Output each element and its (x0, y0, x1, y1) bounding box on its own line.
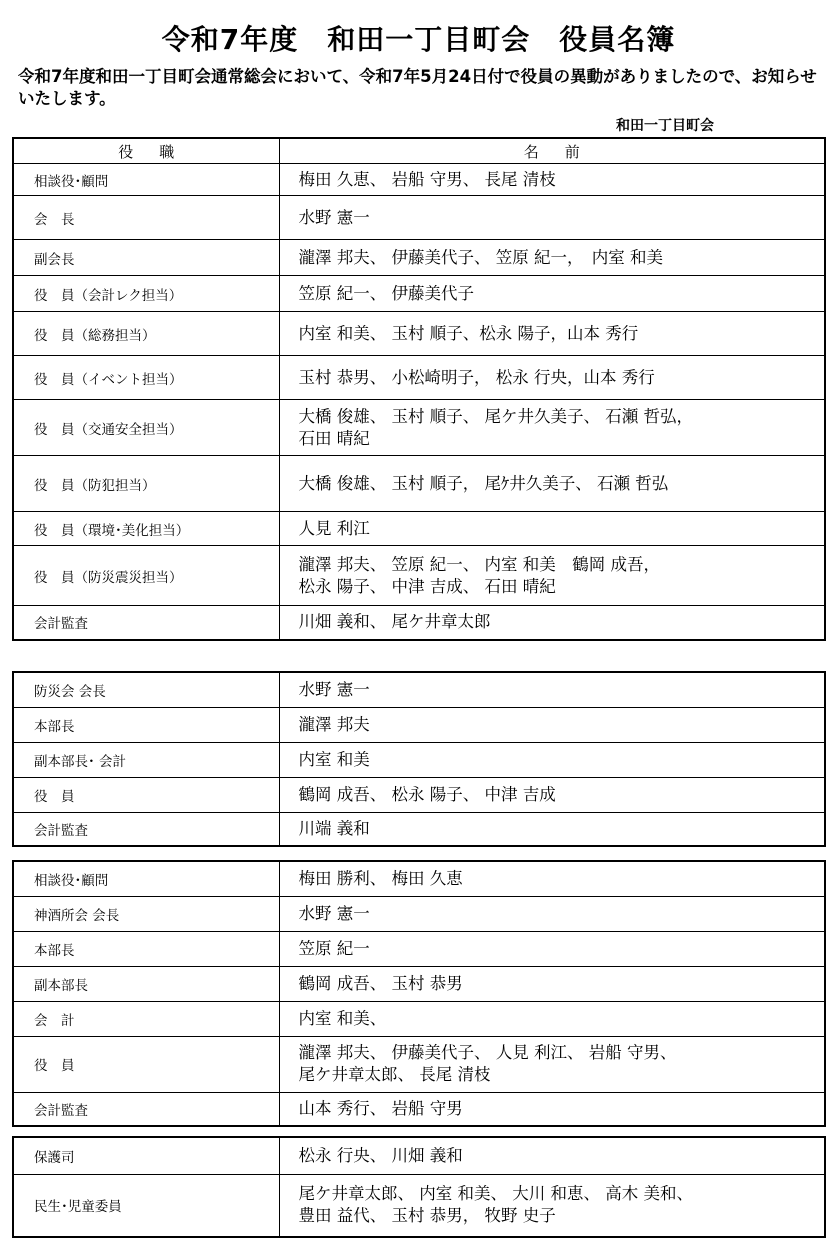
role-cell: 防災会 会長 (13, 672, 279, 707)
role-cell: 会 長 (13, 196, 279, 240)
names-cell: 水野 憲一 (279, 672, 825, 707)
table-row (13, 931, 825, 966)
role-cell: 会 計 (13, 1001, 279, 1036)
role-cell: 副会長 (13, 240, 279, 276)
names-cell: 内室 和美、 (279, 1001, 825, 1036)
role-cell: 会計監査 (13, 812, 279, 846)
table-row (13, 707, 825, 742)
names-cell: 瀧澤 邦夫、 笠原 紀一、 内室 和美 鶴岡 成吾， 松永 陽子、 中津 吉成、 石田 晴紀 (279, 546, 825, 606)
names-cell: 鶴岡 成吾、 玉村 恭男 (279, 966, 825, 1001)
role-cell: 役 員（交通安全担当） (13, 400, 279, 456)
names-cell: 鶴岡 成吾、 松永 陽子、 中津 吉成 (279, 777, 825, 812)
table-header-row (13, 138, 825, 164)
role-cell: 役 員（環境･美化担当） (13, 512, 279, 546)
names-cell: 内室 和美、 玉村 順子、松永 陽子，山本 秀行 (279, 312, 825, 356)
names-cell: 内室 和美 (279, 742, 825, 777)
role-cell: 副本部長･ 会計 (13, 742, 279, 777)
names-cell: 人見 利江 (279, 512, 825, 546)
header-names: 名前 (279, 138, 825, 164)
role-cell: 役 員（防災震災担当） (13, 546, 279, 606)
table-row (13, 777, 825, 812)
names-cell: 川畑 義和、 尾ケ井章太郎 (298, 612, 491, 632)
names-cell: 瀧澤 邦夫、 伊藤美代子、 人見 利江、 岩船 守男、 尾ケ井章太郎、 長尾 清枝 (279, 1036, 825, 1092)
table-row (13, 196, 825, 240)
table-row (13, 742, 825, 777)
names-cell: 瀧澤 邦夫 (279, 707, 825, 742)
table-row (13, 606, 825, 640)
table-row (13, 546, 825, 606)
header-role: 役職 (13, 138, 279, 164)
table-row (13, 672, 825, 707)
role-cell: 会計監査 (13, 606, 279, 640)
role-cell: 役 員（防犯担当） (13, 456, 279, 512)
organization-name: 和田一丁目町会 (616, 118, 714, 134)
names-cell: 大橋 俊雄、 玉村 順子， 尾ｹ井久美子、 石瀬 哲弘 (279, 456, 825, 512)
role-cell: 役 員 (13, 1036, 279, 1092)
role-cell: 神酒所会 会長 (13, 896, 279, 931)
table-row (13, 356, 825, 400)
names-cell: 笠原 紀一 (279, 931, 825, 966)
table-row (13, 240, 825, 276)
names-cell: 大橋 俊雄、 玉村 順子、 尾ケ井久美子、 石瀬 哲弘， 石田 晴紀 (279, 400, 825, 456)
names-cell: 山本 秀行、 岩船 守男 (298, 1098, 463, 1118)
names-cell: 川端 義和 (298, 818, 370, 838)
names-cell: 水野 憲一 (279, 896, 825, 931)
intro-text: 令和7年度和田一丁目町会通常総会において、令和7年5月24日付で役員の異動がありましたので、お知らせいたします。 (18, 67, 817, 108)
role-cell: 本部長 (13, 931, 279, 966)
role-cell: 副本部長 (13, 966, 279, 1001)
names-cell: 梅田 勝利、 梅田 久恵 (279, 861, 825, 896)
names-cell: 笠原 紀一、 伊藤美代子 (279, 276, 825, 312)
role-cell: 相談役･顧問 (13, 164, 279, 196)
names-cell: 梅田 久恵、 岩船 守男、 長尾 清枝 (279, 164, 825, 196)
role-cell: 相談役･顧問 (13, 861, 279, 896)
role-cell: 役 員（イベント担当） (13, 356, 279, 400)
table-row (13, 812, 825, 846)
table-row (13, 896, 825, 931)
role-cell: 本部長 (13, 707, 279, 742)
names-cell: 水野 憲一 (279, 196, 825, 240)
table-row (13, 1036, 825, 1092)
role-cell: 役 員（総務担当） (13, 312, 279, 356)
role-cell: 役 員 (13, 777, 279, 812)
table-row (13, 400, 825, 456)
table-row (13, 512, 825, 546)
table-row (13, 312, 825, 356)
other-roles-table (12, 1136, 826, 1238)
names-cell: 尾ケ井章太郎、 内室 和美、 大川 和恵、 高木 美和、 豊田 益代、 玉村 恭男， 牧野 史子 (298, 1184, 693, 1226)
table-row (13, 861, 825, 896)
role-cell: 民生･児童委員 (13, 1174, 279, 1237)
role-cell: 役 員（会計レク担当） (13, 276, 279, 312)
table-row (13, 1092, 825, 1126)
names-cell: 玉村 恭男、 小松崎明子， 松永 行央，山本 秀行 (279, 356, 825, 400)
table-row (13, 276, 825, 312)
table-row (13, 1174, 825, 1237)
mikoshi-officers-table (12, 860, 826, 1127)
bousai-officers-table (12, 671, 826, 847)
names-cell: 瀧澤 邦夫、 伊藤美代子、 笠原 紀一， 内室 和美 (279, 240, 825, 276)
role-cell: 保護司 (13, 1137, 279, 1174)
role-cell: 会計監査 (13, 1092, 279, 1126)
table-row (13, 456, 825, 512)
table-row (13, 164, 825, 196)
table-row (13, 966, 825, 1001)
names-cell: 松永 行央、 川畑 義和 (279, 1137, 825, 1174)
table-row (13, 1001, 825, 1036)
page-title: 令和7年度 和田一丁目町会 役員名簿 (161, 23, 676, 56)
table-row (13, 1137, 825, 1174)
town-officers-table (12, 137, 826, 641)
